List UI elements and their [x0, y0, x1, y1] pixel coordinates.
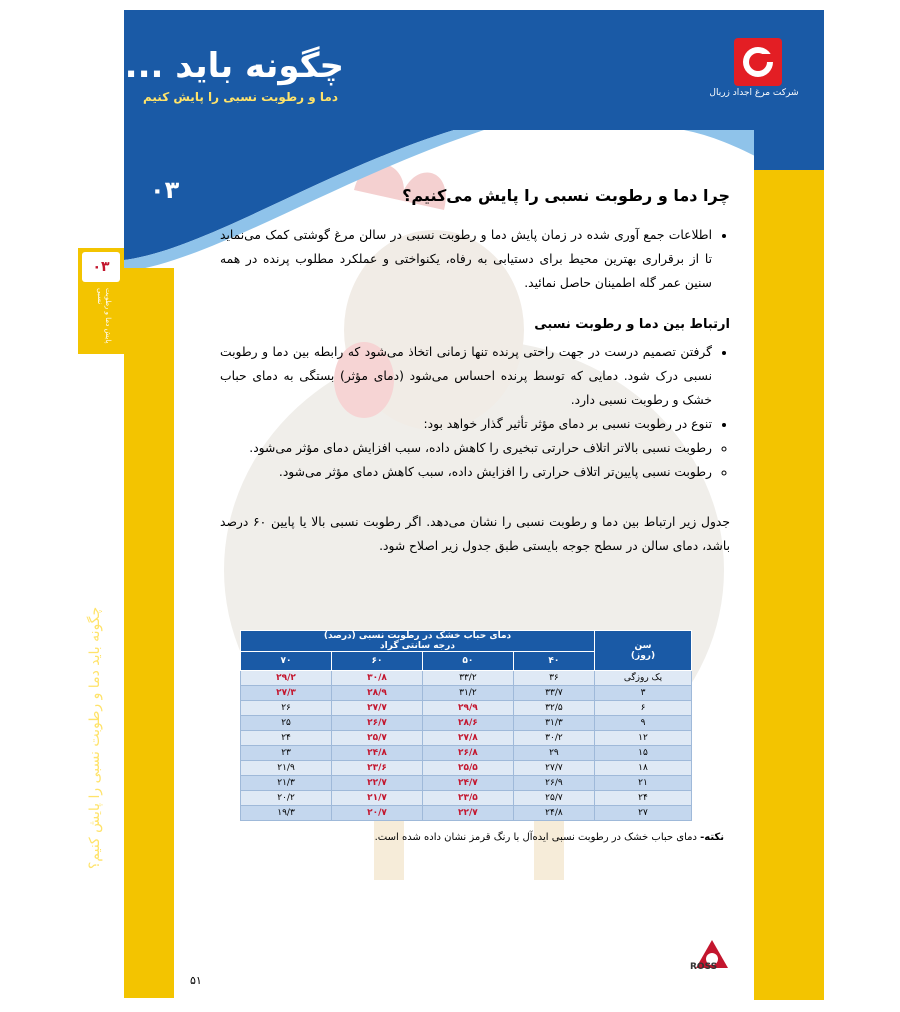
- age-cell: ۱۸: [595, 761, 692, 776]
- table-row: [241, 746, 692, 761]
- intro-bullet: • اطلاعات جمع آوری شده در زمان پایش دما و رطوبت نسبی در سالن مرغ گوشتی کمک می‌نماید تا از برقراری بهترین محیط برای دستیابی به رفاه، یکنواختی و عملکرد مطلوب پرنده در همه سنین عمر گله اطمینان حاصل نمائید.: [220, 223, 712, 295]
- temperature-cell: ۲۷/۷: [513, 761, 594, 776]
- temperature-cell: ۳۲/۵: [513, 701, 594, 716]
- age-cell: ۲۷: [595, 806, 692, 821]
- temperature-cell: ۲۴: [241, 731, 332, 746]
- age-cell: ۲۱: [595, 776, 692, 791]
- table-body: [241, 671, 692, 821]
- rh-group-header: [241, 631, 595, 652]
- temperature-cell: ۲۸/۹: [332, 686, 423, 701]
- age-header: [595, 631, 692, 671]
- note-label: نکته-: [700, 832, 724, 843]
- temperature-cell: ۲۵/۷: [513, 791, 594, 806]
- temperature-cell: ۳۰/۲: [513, 731, 594, 746]
- sub-heading: ارتباط بین دما و رطوبت نسبی: [534, 317, 730, 332]
- age-cell: ۱۲: [595, 731, 692, 746]
- temperature-cell: ۲۳/۶: [332, 761, 423, 776]
- side-title: چگونه باید دما و رطوبت نسبی را پایش کنیم؟: [87, 606, 104, 870]
- temperature-cell: ۲۳: [241, 746, 332, 761]
- age-header-label: سن: [634, 640, 652, 651]
- rh-group-label: دمای حباب خشک در رطوبت نسبی (درصد): [323, 631, 512, 641]
- bullet-decision: • گرفتن تصمیم درست در جهت راحتی پرنده تنها زمانی اتخاذ می‌شود که رابطه بین دما و رطوبت نسبی درک شود. دمایی که توسط پرنده احساس می‌شود (دمای مؤثر) بستگی به دمای حباب خشک و رطوبت نسبی دارد.: [220, 340, 712, 412]
- table-row: [241, 731, 692, 746]
- age-header-unit: (روز): [630, 650, 656, 661]
- temperature-cell: ۲۰/۲: [241, 791, 332, 806]
- temperature-cell: ۲۷/۸: [422, 731, 513, 746]
- temperature-cell: ۲۹/۲: [241, 671, 332, 686]
- temperature-cell: ۲۲/۷: [332, 776, 423, 791]
- temperature-cell: ۳۱/۳: [513, 716, 594, 731]
- company-logo-icon: [734, 38, 782, 86]
- rh-col-header: ۵۰: [422, 652, 513, 671]
- temperature-cell: ۲۰/۷: [332, 806, 423, 821]
- article-body: [220, 180, 730, 558]
- temperature-cell: ۲۵: [241, 716, 332, 731]
- temperature-cell: ۲۴/۸: [332, 746, 423, 761]
- company-logo: [734, 38, 782, 86]
- table-row: [241, 806, 692, 821]
- age-cell: ۹: [595, 716, 692, 731]
- bullet-variation: • تنوع در رطوبت نسبی بر دمای مؤثر تأثیر گذار خواهد بود:: [220, 412, 712, 436]
- table-note: [340, 832, 724, 843]
- document-page: [87, 10, 824, 1000]
- note-text: دمای حباب خشک در رطوبت نسبی ایده‌آل با رنگ قرمز نشان داده شده است.: [374, 832, 701, 843]
- temperature-cell: ۲۹/۹: [422, 701, 513, 716]
- side-tab-text: پایش دما و رطوبت نسبی: [96, 288, 112, 344]
- rh-col-header: ۷۰: [241, 652, 332, 671]
- table-row: [241, 761, 692, 776]
- temperature-cell: ۲۱/۷: [332, 791, 423, 806]
- side-tab-number: ۰۳: [82, 252, 120, 282]
- table-row: [241, 791, 692, 806]
- temperature-cell: ۳۳/۲: [422, 671, 513, 686]
- temperature-cell: ۲۱/۹: [241, 761, 332, 776]
- temperature-cell: ۳۱/۲: [422, 686, 513, 701]
- age-cell: یک روزگی: [595, 671, 692, 686]
- temperature-cell: ۲۴/۷: [422, 776, 513, 791]
- side-tab: [78, 248, 124, 354]
- temperature-cell: ۳۰/۸: [332, 671, 423, 686]
- sub-bullet-lower: ◦ رطوبت نسبی پایین‌تر اتلاف حرارتی را افزایش داده، سبب کاهش دمای مؤثر می‌شود.: [220, 460, 712, 484]
- temperature-cell: ۲۷/۷: [332, 701, 423, 716]
- table-row: [241, 716, 692, 731]
- company-name: شرکت مرغ اجداد زربال: [709, 88, 799, 98]
- temperature-cell: ۲۲/۷: [422, 806, 513, 821]
- age-cell: ۶: [595, 701, 692, 716]
- temperature-cell: ۲۵/۷: [332, 731, 423, 746]
- temperature-cell: ۲۶: [241, 701, 332, 716]
- temperature-cell: ۲۱/۳: [241, 776, 332, 791]
- rh-col-header: ۶۰: [332, 652, 423, 671]
- page-number: ۵۱: [190, 974, 202, 987]
- table-row: [241, 671, 692, 686]
- temperature-cell: ۲۶/۸: [422, 746, 513, 761]
- temperature-cell: ۳۶: [513, 671, 594, 686]
- table-intro-paragraph: جدول زیر ارتباط بین دما و رطوبت نسبی را نشان می‌دهد. اگر رطوبت نسبی بالا یا پایین ۶۰ درصد باشد، دمای سالن در سطح جوجه بایستی طبق جدول زیر اصلاح شود.: [220, 515, 730, 553]
- table-row: [241, 686, 692, 701]
- rh-group-unit: درجه سانتی گراد: [380, 641, 455, 651]
- section-heading: چرا دما و رطوبت نسبی را پایش می‌کنیم؟: [402, 186, 730, 205]
- table-row: [241, 701, 692, 716]
- table-row: [241, 776, 692, 791]
- page-subtitle: دما و رطوبت نسبی را پایش کنیم: [142, 90, 338, 104]
- temperature-cell: ۲۶/۷: [332, 716, 423, 731]
- section-number: ۰۳: [150, 176, 180, 204]
- temperature-cell: ۲۷/۳: [241, 686, 332, 701]
- page-title: چگونه باید ...: [124, 46, 344, 86]
- rh-col-header: ۴۰: [513, 652, 594, 671]
- temperature-cell: ۲۶/۹: [513, 776, 594, 791]
- temperature-cell: ۱۹/۳: [241, 806, 332, 821]
- temperature-cell: ۲۵/۵: [422, 761, 513, 776]
- temperature-cell: ۲۳/۵: [422, 791, 513, 806]
- age-cell: ۲۴: [595, 791, 692, 806]
- age-cell: ۳: [595, 686, 692, 701]
- temperature-humidity-table: [240, 630, 692, 821]
- temperature-cell: ۳۳/۷: [513, 686, 594, 701]
- temperature-cell: ۲۹: [513, 746, 594, 761]
- age-cell: ۱۵: [595, 746, 692, 761]
- temperature-cell: ۲۸/۶: [422, 716, 513, 731]
- temperature-cell: ۲۴/۸: [513, 806, 594, 821]
- ross-brand: ROSS: [690, 962, 718, 972]
- sub-bullet-higher: ◦ رطوبت نسبی بالاتر اتلاف حرارتی تبخیری را کاهش داده، سبب افزایش دمای مؤثر می‌شود.: [220, 436, 712, 460]
